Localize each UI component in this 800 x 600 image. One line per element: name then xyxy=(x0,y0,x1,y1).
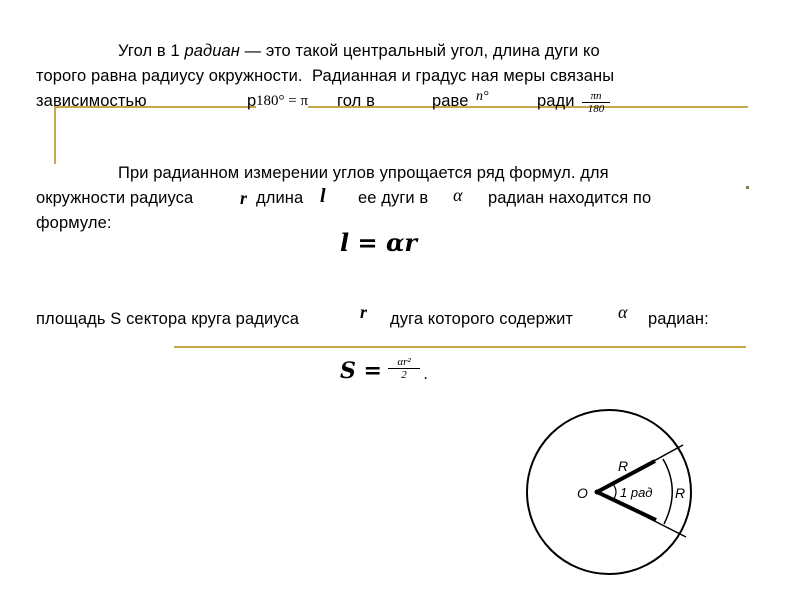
fraction-num-2: αr² xyxy=(388,356,420,369)
para2-line2-d: радиан находится по xyxy=(488,189,652,207)
label-arc-R: R xyxy=(675,485,686,501)
para2-line2-c: ее дуги в xyxy=(358,189,429,207)
label-one-radian: 1 рад xyxy=(620,485,653,500)
label-center-O: O xyxy=(577,485,588,501)
para1-line3-d: раве xyxy=(432,92,469,110)
var-r-2: r xyxy=(360,302,368,322)
formula-period: . xyxy=(424,366,428,383)
para3-line-b: дуга которого содержит xyxy=(390,310,574,328)
var-alpha-1: α xyxy=(453,185,463,205)
circle-outline xyxy=(527,410,691,574)
formula-arc-length: l = αr xyxy=(340,228,418,257)
formula-n-deg: n° xyxy=(476,89,489,104)
para2-line1: При радианном измерении углов упрощается ряд формул. для xyxy=(118,164,609,182)
arc-bracket xyxy=(663,459,672,524)
para1-line1: Угол в 1 радиан — это такой центральный угол, длина дуги ко xyxy=(118,42,600,60)
para2-line2-a: окружности радиуса xyxy=(36,189,194,207)
para1-line3-e: ради xyxy=(537,92,575,110)
para2-line3: формуле: xyxy=(36,214,112,232)
formula-sector-S: S = xyxy=(340,358,382,384)
fraction-den: 180 xyxy=(587,103,605,115)
para1-line3-c: гол в xyxy=(337,92,375,110)
formula-180-pi: 180° = π xyxy=(256,93,309,109)
center-point xyxy=(595,490,600,495)
para1-line3-b: р xyxy=(247,92,257,110)
para1-line3-a: зависимостью xyxy=(36,92,147,110)
para3-line-c: радиан: xyxy=(648,310,709,328)
fraction-num: πn xyxy=(582,90,610,103)
fraction-den-2: 2 xyxy=(401,369,407,381)
var-alpha-2: α xyxy=(618,302,628,322)
var-r-1: r xyxy=(240,188,248,208)
para2-line2-b: длина xyxy=(256,189,304,207)
var-l-1: l xyxy=(320,185,326,207)
para3-line-a: площадь S сектора круга радиуса xyxy=(36,310,300,328)
label-radius-R: R xyxy=(618,458,629,474)
para1-line2: торого равна радиусу окружности. Радианная и градус ная меры связаны xyxy=(36,67,615,85)
